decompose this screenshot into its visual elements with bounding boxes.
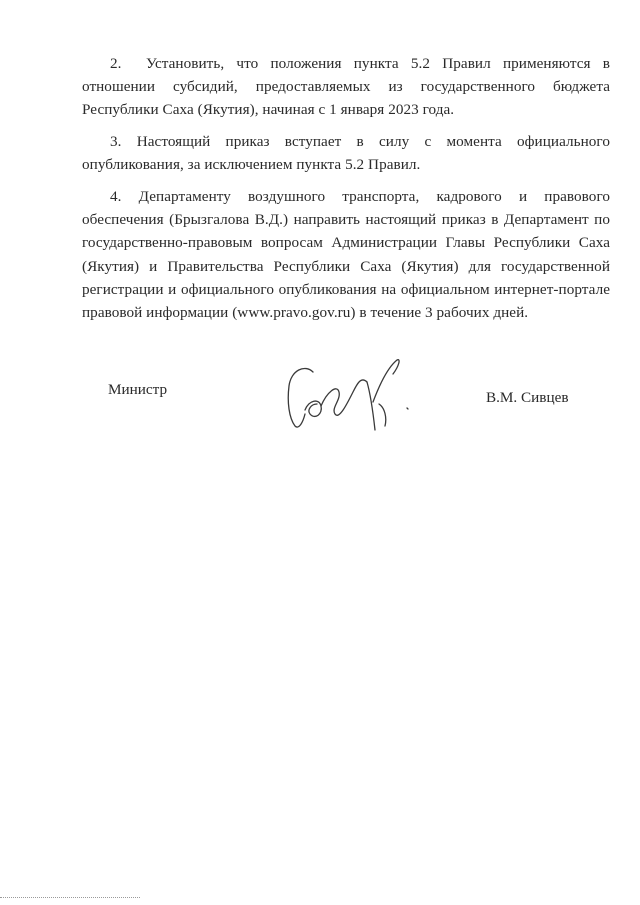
signatory-position: Министр	[108, 381, 168, 398]
paragraph-number: 3.	[110, 133, 122, 151]
paragraph-text: Департаменту воздушного транспорта, кадрового и правового обеспечения (Брызгалова В.Д.) направить настоящий приказ в Департамент по государственно-правовым вопросам Администрации Главы Республики Саха (Якутия) и Правительства Республики Саха (Якутия) для государственной регистрации и официального опубликования на официальном интернет-портале правовой информации (www.pravo.gov.ru) в течение 3 рабочих дней.	[82, 188, 610, 322]
signatory-name: В.М. Сивцев	[486, 389, 569, 406]
paragraph-number: 4.	[110, 188, 122, 206]
paragraph-2	[82, 52, 610, 122]
document-body	[82, 52, 610, 333]
paragraph-text: Установить, что положения пункта 5.2 Правил применяются в отношении субсидий, предоставляемых из государственного бюджета Республики Саха (Якутия), начиная с 1 января 2023 года.	[82, 55, 611, 119]
paragraph-3	[82, 130, 610, 176]
bottom-edge-mark	[0, 897, 140, 898]
paragraph-number: 2.	[110, 55, 122, 72]
paragraph-text: Настоящий приказ вступает в силу с момента официального опубликования, за исключением пункта 5.2 Правил.	[82, 133, 610, 174]
paragraph-4	[82, 185, 610, 324]
handwritten-signature	[275, 352, 435, 442]
